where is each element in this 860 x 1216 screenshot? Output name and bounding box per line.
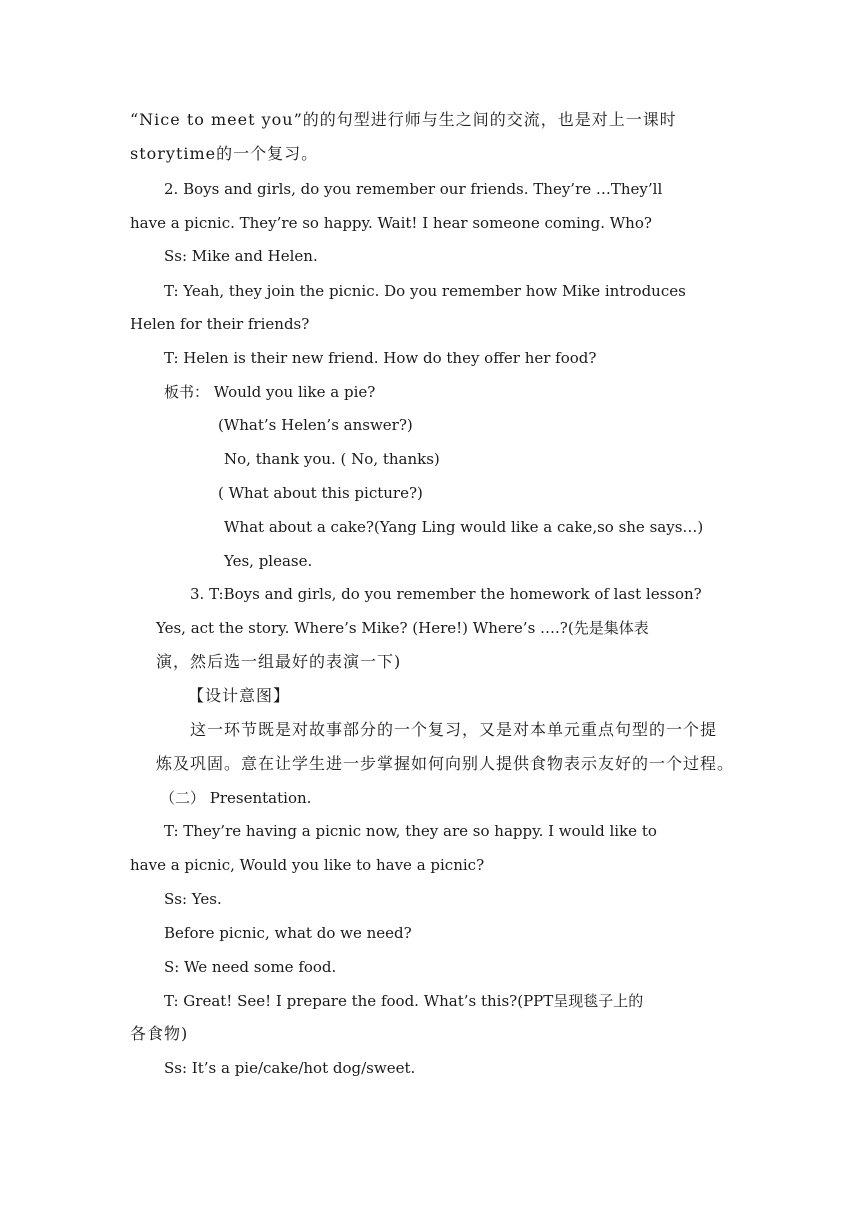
text-line-19: 这一环节既是对故事部分的一个复习，又是对本单元重点句型的一个提 (190, 720, 718, 739)
blackboard-line-6: Yes, please. (224, 552, 313, 570)
blackboard-line-4: ( What about this picture?) (218, 484, 423, 502)
text-line-7: Helen for their friends? (130, 315, 310, 333)
text-line-27: T: Great! See! I prepare the food. What’s this?(PPT呈现毯子上的 (164, 992, 644, 1010)
text-line-8: T: Helen is their new friend. How do they offer her food? (164, 349, 597, 367)
section-heading-design-intent: 【设计意图】 (188, 686, 291, 705)
text-line-2: storytime的一个复习。 (130, 144, 319, 163)
text-line-20: 炼及巩固。意在让学生进一步掌握如何向别人提供食物表示友好的一个过程。 (156, 754, 735, 773)
blackboard-line-3: No, thank you. ( No, thanks) (224, 450, 440, 468)
text-line-22: T: They’re having a picnic now, they are so happy. I would like to (164, 822, 657, 840)
text-line-25: Before picnic, what do we need? (164, 924, 412, 942)
blackboard-line-1: 板书： Would you like a pie? (164, 383, 376, 401)
text-line-4: have a picnic. They’re so happy. Wait! I hear someone coming. Who? (130, 214, 652, 232)
text-line-5: Ss: Mike and Helen. (164, 247, 318, 265)
text-line-3: 2. Boys and girls, do you remember our friends. They’re …They’ll (164, 180, 663, 198)
text-line-23: have a picnic, Would you like to have a picnic? (130, 856, 485, 874)
text-line-29: Ss: It’s a pie/cake/hot dog/sweet. (164, 1059, 416, 1077)
text-line-16: Yes, act the story. Where’s Mike? (Here!) Where’s ….?(先是集体表 (156, 619, 649, 637)
text-line-24: Ss: Yes. (164, 890, 222, 908)
text-line-28: 各食物) (130, 1024, 189, 1043)
blackboard-line-2: (What’s Helen’s answer?) (218, 416, 413, 434)
section-heading-presentation: （二） Presentation. (160, 789, 312, 807)
text-line-17: 演，然后选一组最好的表演一下) (156, 652, 402, 671)
blackboard-line-5: What about a cake?(Yang Ling would like a cake,so she says…) (224, 518, 704, 536)
text-line-6: T: Yeah, they join the picnic. Do you remember how Mike introduces (164, 282, 686, 300)
text-line-1: “Nice to meet you”的的句型进行师与生之间的交流，也是对上一课时 (130, 110, 677, 129)
text-line-15: 3. T:Boys and girls, do you remember the homework of last lesson? (190, 585, 702, 603)
text-line-26: S: We need some food. (164, 958, 337, 976)
